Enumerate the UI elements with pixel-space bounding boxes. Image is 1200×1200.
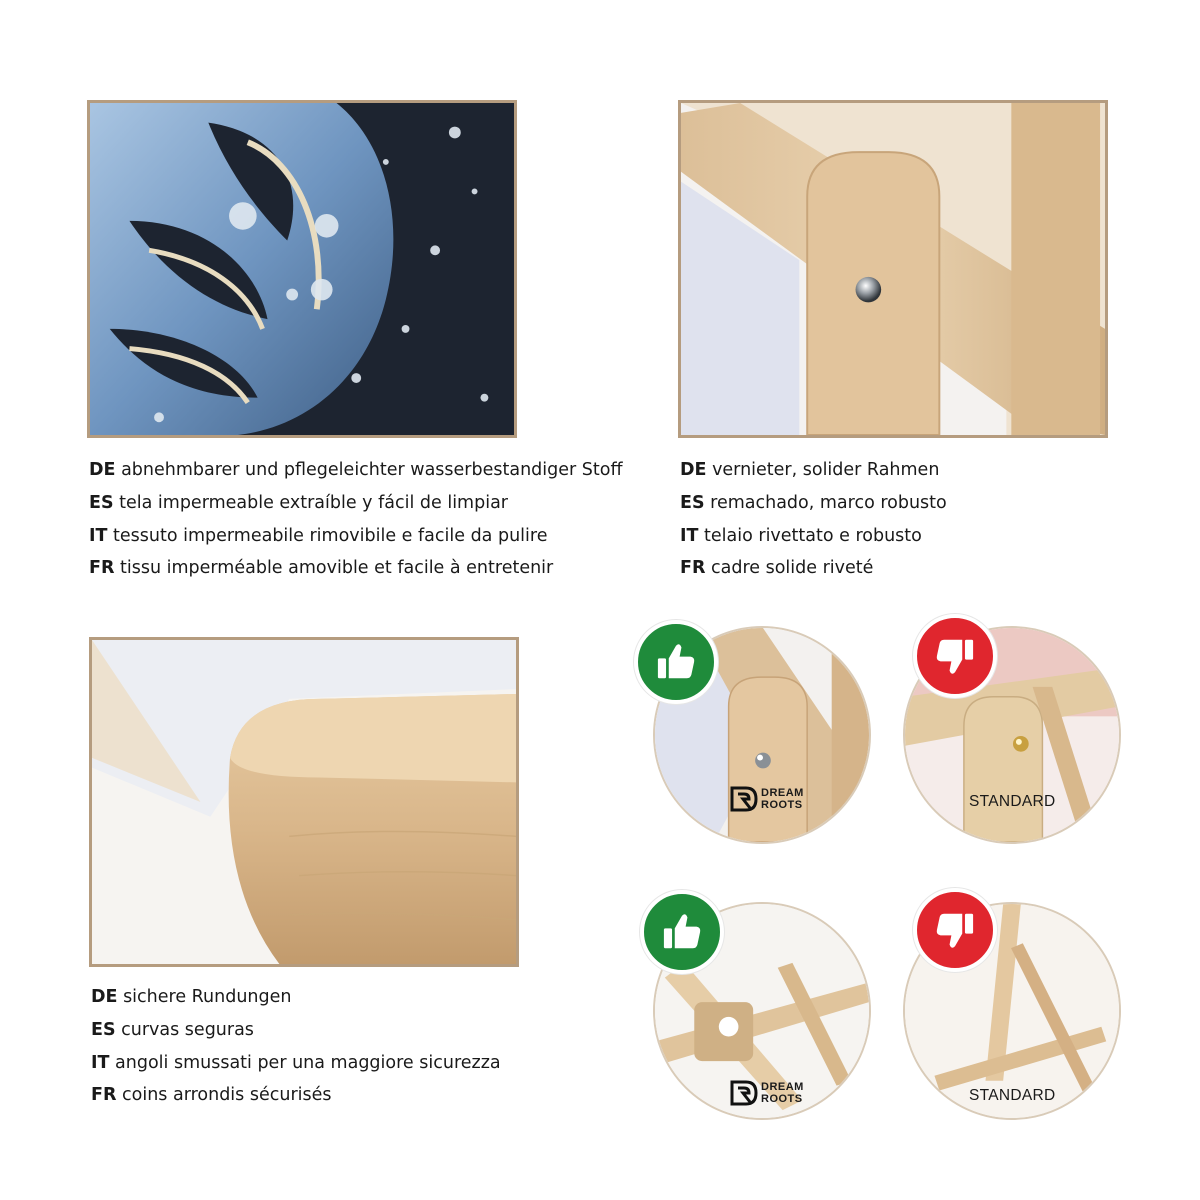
dreamroots-logo [730, 786, 810, 814]
frame-photo [678, 100, 1108, 438]
logo-word-1: DREAM [761, 787, 804, 799]
corner-caption [91, 981, 501, 1112]
caption-line-de: DE vernieter, solider Rahmen [680, 460, 940, 480]
thumbs-up-icon [640, 890, 724, 974]
caption-line-fr: FR cadre solide riveté [680, 558, 874, 579]
caption-line-it: IT tessuto impermeabile rimovibile e facile da pulire [89, 525, 548, 546]
caption-line-it: IT telaio rivettato e robusto [680, 525, 922, 546]
thumbs-up-icon [634, 620, 718, 704]
fabric-photo [87, 100, 517, 438]
caption-line-fr: FR tissu imperméable amovible et facile à entretenir [89, 558, 554, 579]
thumbs-down-icon [913, 614, 997, 698]
logo-word-2: ROOTS [761, 799, 803, 811]
caption-line-de: DE sichere Rundungen [91, 987, 292, 1007]
frame-caption [680, 454, 947, 585]
caption-line-es: ES remachado, marco robusto [680, 492, 947, 513]
thumbs-down-icon [913, 888, 997, 972]
caption-line-fr: FR coins arrondis sécurisés [91, 1085, 332, 1106]
caption-line-es: ES tela impermeable extraíble y fácil de limpiar [89, 492, 508, 513]
logo-word-1: DREAM [761, 1081, 804, 1093]
caption-line-de: DE abnehmbarer und pflegeleichter wasserbestandiger Stoff [89, 460, 623, 480]
dreamroots-logo [730, 1080, 810, 1108]
logo-word-2: ROOTS [761, 1093, 803, 1105]
caption-line-it: IT angoli smussati per una maggiore sicurezza [91, 1052, 501, 1073]
standard-label: STANDARD [969, 1087, 1056, 1104]
caption-line-es: ES curvas seguras [91, 1019, 254, 1040]
fabric-caption [89, 454, 623, 585]
corner-photo [89, 637, 519, 967]
dreamroots-logo-mark-icon [730, 1080, 758, 1106]
standard-label: STANDARD [969, 793, 1056, 810]
dreamroots-logo-mark-icon [730, 786, 758, 812]
